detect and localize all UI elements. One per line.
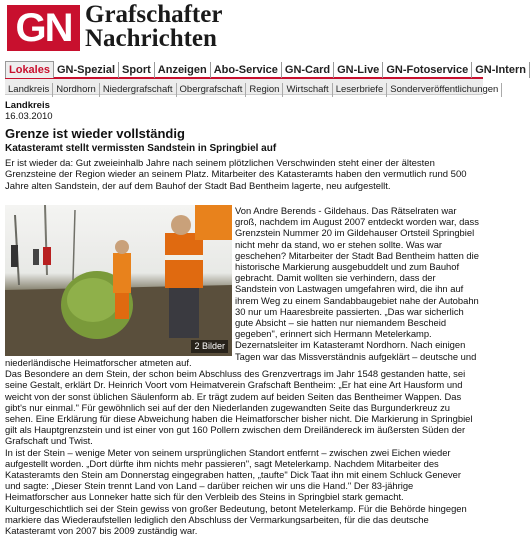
- article-paragraph: Kulturgeschichtlich sei der Stein gewiss von großer Bedeutung, betont Metelerkamp. Für die Behörde hingegen markiere das Wiederaufstellen lediglich den Abschluss der Vermarkungsarbeiten, für die das deutsche Katasteramt von 2007 bis 2009 zuständig war.: [5, 502, 467, 537]
- nav-item-gn-intern[interactable]: GN-Intern: [472, 62, 530, 78]
- article-body-column: [235, 205, 479, 362]
- subnav-item-leserbriefe[interactable]: Leserbriefe: [333, 83, 388, 97]
- nav-item-lokales[interactable]: Lokales: [5, 61, 54, 78]
- article-paragraph: Von Andre Berends - Gildehaus. Das Rätselraten war groß, nachdem im August 2007 entdeckt worden war, dass Grenzstein Nummer 20 im Gildehauser Ortsteil Springbiel nicht mehr da stand, wo er stehen sollte. Was war geschehen? Mitarbeiter der Stadt Bad Bentheim hatten die historische Markierung ausgebuddelt und zum Bauhof gebracht. Damit wollten sie verhindern, dass der Sandstein von Lastwagen umgefahren wird, die ihn auf ihrem Weg zu einem Sandabbaugebiet nahe der Autobahn 30 nur um Haaresbreite passierten. „Das war sicherlich gute Absicht – sie hatten nur niemandem Bescheid gegeben", erinnert sich Hermann Metelerkamp. Dezernatsleiter im Katasteramt Nordhorn. Nach einigen Tagen war das Missverständnis aufgeklärt – deutsche und: [235, 205, 479, 362]
- subnav-item-landkreis[interactable]: Landkreis: [5, 83, 53, 97]
- article-photo[interactable]: [5, 205, 232, 356]
- article-section: Landkreis: [5, 100, 50, 111]
- article-headline: Grenze ist wieder vollständig: [5, 126, 185, 141]
- subnav-item-region[interactable]: Region: [246, 83, 283, 97]
- article-body: [5, 357, 479, 536]
- nav-item-gn-card[interactable]: GN-Card: [282, 62, 334, 78]
- site-name[interactable]: [85, 3, 222, 51]
- article-paragraph: In ist der Stein – wenige Meter von seinem ursprünglichen Standort entfernt – zwischen zwei Eichen wieder aufgestellt worden. „Dort dürfte ihm nichts mehr passieren", sagt Metelerkamp. Nachdem Mitarbeiter des Katasteramts den Stein am Donnerstag eingegraben hatten, „taufte" Dick Taat ihn mit einem Schluck Genever und sagte: „Dieser Stein trennt Land von Land – darüber reichen wir uns die Hand." Der 83-jährige Heimatforscher aus Lonneker hatte sich für den Verbleib des Steins in Springbiel stark gemacht.: [5, 446, 462, 503]
- subnav-item-nordhorn[interactable]: Nordhorn: [53, 83, 100, 97]
- secondary-navigation: [5, 79, 499, 95]
- primary-navigation: [5, 60, 526, 79]
- gn-logo[interactable]: GN: [7, 5, 80, 51]
- subnav-item-niedergrafschaft[interactable]: Niedergrafschaft: [100, 83, 177, 97]
- article-paragraph: Das Besondere an dem Stein, der schon beim Abschluss des Grenzvertrags im Jahr 1548 gestanden hatte, sei seine Gestalt, erklärt Dr. Heinrich Voort vom Heimatverein Grafschaft Bentheim: „Er hat eine Art Hausform und weicht von der sonst üblichen Säulenform ab. Er trägt zudem auf beiden Seiten das Bentheimer Wappen. Das gibt's nur einmal." Für gewöhnlich sei auf der den Niederlanden zugewandten Seite das Burgunderkreuz zu sehen. Eine Erklärung für diese Abweichung haben die Heimatforscher bisher nicht. Die Markierung in Springbiel gilt als Hauptgrenzstein und ist einer von gut 160 Pollern zwischen dem Dreiländereck im äußersten Süden der Grafschaft und Twist.: [5, 368, 473, 447]
- article-date: 16.03.2010: [5, 111, 53, 122]
- photo-illustration: [5, 205, 232, 356]
- article-paragraph: niederländische Heimatforscher atmeten auf.: [5, 357, 192, 368]
- nav-item-sport[interactable]: Sport: [119, 62, 155, 78]
- photo-count-badge[interactable]: 2 Bilder: [191, 340, 228, 353]
- nav-item-anzeigen[interactable]: Anzeigen: [155, 62, 211, 78]
- nav-item-gn-live[interactable]: GN-Live: [334, 62, 383, 78]
- nav-item-gn-spezial[interactable]: GN-Spezial: [54, 62, 119, 78]
- site-name-line1: Grafschafter: [85, 1, 223, 28]
- subnav-item-obergrafschaft[interactable]: Obergrafschaft: [177, 83, 247, 97]
- site-header: [5, 3, 483, 53]
- site-name-line2: Nachrichten: [85, 25, 217, 52]
- nav-item-gn-fotoservice[interactable]: GN-Fotoservice: [383, 62, 472, 78]
- nav-item-abo-service[interactable]: Abo-Service: [211, 62, 282, 78]
- article-lead: Er ist wieder da: Gut zweieinhalb Jahre nach seinem plötzlichen Verschwinden steht einer der ältesten Grenzsteine der Region wieder an seinem Platz. Mitarbeiter des Katasteramts haben den vermutlich rund 500 Jahre alten Sandstein, der auf dem Bauhof der Stadt Bad Bentheim lagerte, neu aufgestellt.: [5, 158, 467, 192]
- article-subheadline: Katasteramt stellt vermissten Sandstein in Springbiel auf: [5, 143, 277, 154]
- article-header: [5, 100, 477, 192]
- subnav-item-wirtschaft[interactable]: Wirtschaft: [283, 83, 332, 97]
- subnav-item-sonderveroeffentlichungen[interactable]: Sonderveröffentlichungen: [387, 83, 502, 97]
